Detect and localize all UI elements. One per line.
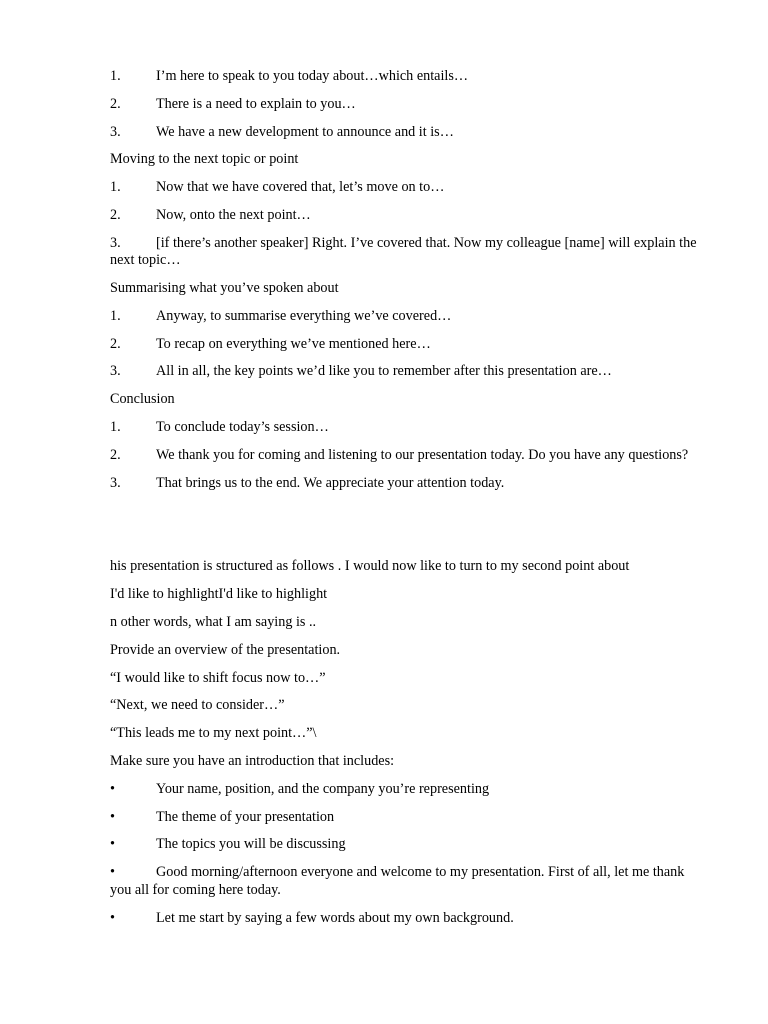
quote-line: “Next, we need to consider…” [110,697,285,714]
list-item [110,179,700,197]
section-heading-summary: Summarising what you’ve spoken about [110,280,339,297]
quote-line: “This leads me to my next point…”\ [110,725,317,742]
list-item [110,235,700,270]
list-number: 3. [110,234,121,251]
list-item [110,68,700,86]
bullet-icon: • [110,864,115,881]
text-line: Make sure you have an introduction that includes: [110,753,395,770]
list-item-text: There is a need to explain to you… [156,95,356,112]
list-number: 2. [110,95,121,112]
section-heading-conclusion: Conclusion [110,391,175,408]
list-item-text: Anyway, to summarise everything we’ve covered… [156,307,452,324]
list-item-text: That brings us to the end. We appreciate your attention today. [156,474,505,491]
list-item-text: Now, onto the next point… [156,206,311,223]
list-item [110,336,700,354]
bullet-icon: • [110,780,115,797]
bullet-icon: • [110,808,115,825]
list-item-text: Now that we have covered that, let’s move on to… [156,179,445,196]
bullet-item [110,910,700,928]
list-item [110,419,700,437]
list-item-text: To recap on everything we’ve mentioned here… [156,335,431,352]
bullet-item [110,836,700,854]
bullet-item [110,864,700,899]
section-spacer [110,502,700,558]
document-page [110,68,700,937]
bullet-item [110,809,700,827]
list-number: 2. [110,206,121,223]
list-number: 3. [110,474,121,491]
list-item-text: We thank you for coming and listening to our presentation today. Do you have any questions? [156,446,689,463]
list-number: 1. [110,307,121,324]
list-item [110,363,700,381]
list-item [110,207,700,225]
list-item-text: I’m here to speak to you today about…which entails… [156,68,469,84]
quote-line: “I would like to shift focus now to…” [110,669,326,686]
list-number: 1. [110,179,121,196]
list-number: 1. [110,68,121,84]
text-line: n other words, what I am saying is .. [110,614,317,631]
text-line: I'd like to highlightI'd like to highlight [110,586,328,603]
list-item [110,308,700,326]
list-item-text: All in all, the key points we’d like you to remember after this presentation are… [156,363,612,380]
list-number: 2. [110,446,121,463]
bullet-item-text: The theme of your presentation [156,808,335,825]
bullet-item-text: Good morning/afternoon everyone and welcome to my presentation. First of all, let me thank you all for coming here today. [110,864,685,898]
list-item [110,447,700,465]
list-number: 2. [110,335,121,352]
text-line: Provide an overview of the presentation. [110,641,341,658]
list-item-text: [if there’s another speaker] Right. I’ve covered that. Now my colleague [name] will explain the next topic… [110,234,697,269]
bullet-icon: • [110,836,115,853]
list-item [110,96,700,114]
list-item-text: To conclude today’s session… [156,419,329,436]
bullet-item-text: Let me start by saying a few words about my own background. [156,909,514,926]
bullet-item-text: The topics you will be discussing [156,836,346,853]
bullet-item [110,781,700,799]
list-item [110,475,700,493]
section-heading-moving: Moving to the next topic or point [110,151,299,168]
text-line: his presentation is structured as follows . I would now like to turn to my second point about [110,558,630,575]
list-item [110,124,700,142]
list-number: 1. [110,419,121,436]
list-number: 3. [110,123,121,140]
list-number: 3. [110,363,121,380]
bullet-item-text: Your name, position, and the company you’re representing [156,780,490,797]
bullet-icon: • [110,909,115,926]
list-item-text: We have a new development to announce and it is… [156,123,454,140]
